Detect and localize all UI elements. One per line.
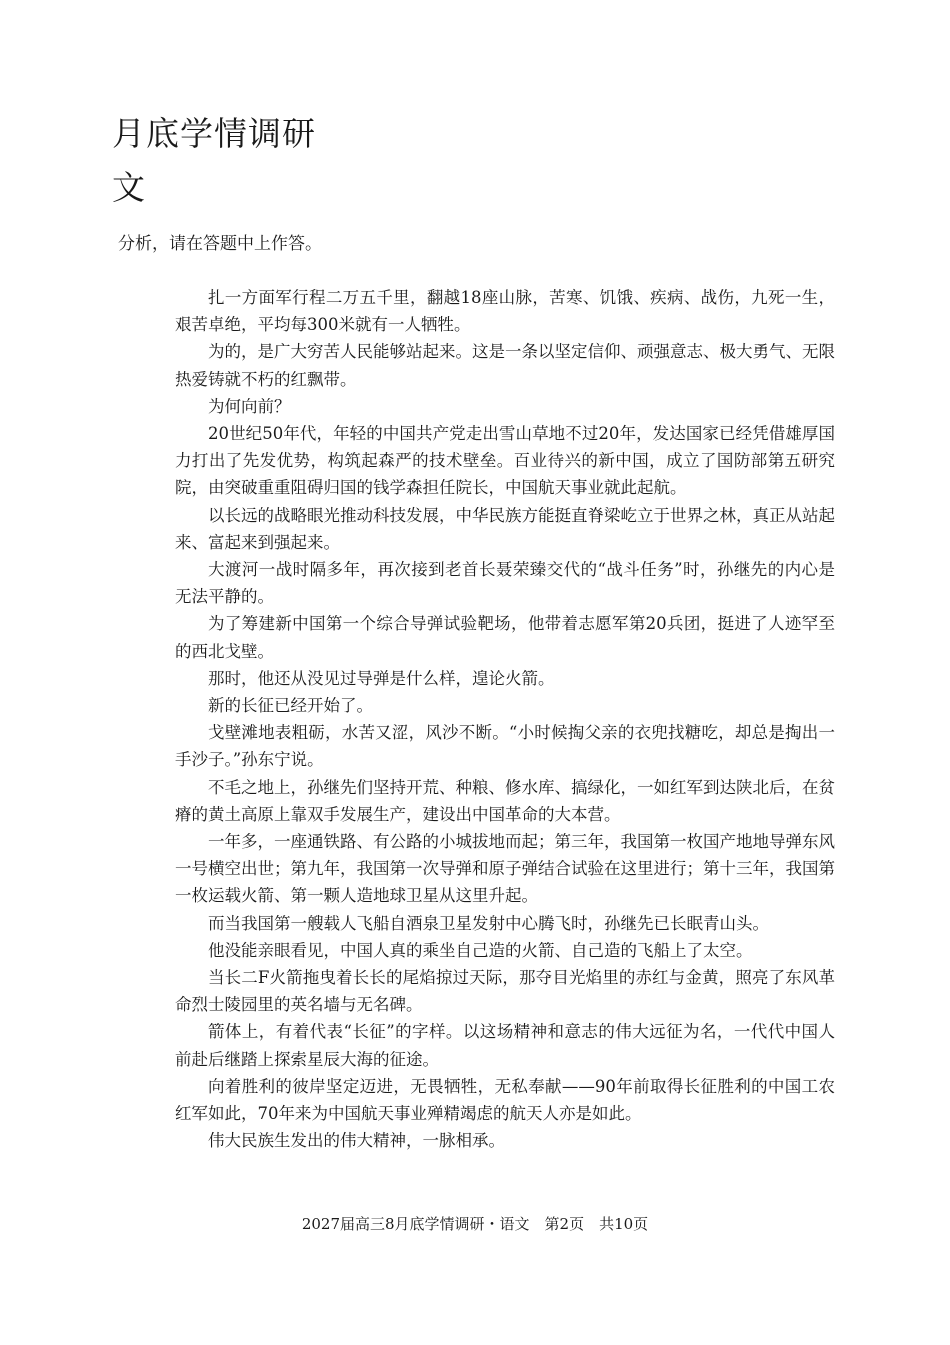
paragraph: 那时，他还从没见过导弹是什么样，遑论火箭。 [208, 668, 555, 688]
page-title: 月底学情调研 [112, 114, 316, 153]
paragraph: 而当我国第一艘载人飞船自酒泉卫星发射中心腾飞时，孙继先已长眠青山头。 [208, 913, 769, 933]
paragraph: 向着胜利的彼岸坚定迈进，无畏牺牲，无私奉献——90年前取得长征胜利的中国工农红军如此，70年来为中国航天事业殚精竭虑的航天人亦是如此。 [175, 1076, 835, 1124]
paragraph: 不毛之地上，孙继先们坚持开荒、种粮、修水库、搞绿化，一如红军到达陕北后，在贫瘠的黄土高原上靠双手发展生产，建设出中国革命的大本营。 [175, 777, 835, 824]
paragraph: 为何向前？ [208, 396, 291, 416]
paragraph: 箭体上，有着代表“长征”的字样。以这场精神和意志的伟大远征为名，一代代中国人前赴后继踏上探索星辰大海的征途。 [175, 1022, 835, 1069]
paragraph: 他没能亲眼看见，中国人真的乘坐自己造的火箭、自己造的飞船上了太空。 [208, 940, 753, 960]
instruction-text: 分析，请在答题中上作答。 [118, 234, 322, 254]
paragraph: 戈壁滩地表粗砺，水苦又涩，风沙不断。“小时候掏父亲的衣兜找糖吃，却总是掏出一手沙子。”孙东宁说。 [175, 723, 835, 770]
paragraph: 为的，是广大穷苦人民能够站起来。这是一条以坚定信仰、顽强意志、极大勇气、无限热爱铸就不朽的红飘带。 [175, 342, 835, 389]
article-body [175, 284, 835, 1155]
paragraph: 大渡河一战时隔多年，再次接到老首长聂荣臻交代的“战斗任务”时，孙继先的内心是无法平静的。 [175, 560, 835, 607]
paragraph: 伟大民族生发出的伟大精神，一脉相承。 [208, 1131, 505, 1151]
paragraph: 为了筹建新中国第一个综合导弹试验靶场，他带着志愿军第20兵团，挺进了人迹罕至的西北戈壁。 [175, 614, 835, 661]
page-subtitle: 文 [112, 168, 146, 207]
page-footer: 2027届高三8月底学情调研・语文 第2页 共10页 [301, 1215, 649, 1233]
paragraph: 扎一方面军行程二万五千里，翻越18座山脉，苦寒、饥饿、疾病、战伤，九死一生，艰苦卓绝，平均每300米就有一人牺牲。 [175, 288, 835, 335]
paragraph: 一年多，一座通铁路、有公路的小城拔地而起；第三年，我国第一枚国产地地导弹东风一号横空出世；第九年，我国第一次导弹和原子弹结合试验在这里进行；第十三年，我国第一枚运载火箭、第一颗人造地球卫星从这里升起。 [175, 832, 835, 906]
paragraph: 当长二F火箭拖曳着长长的尾焰掠过天际，那夺目光焰里的赤红与金黄，照亮了东风革命烈士陵园里的英名墙与无名碑。 [175, 968, 835, 1015]
paragraph: 新的长征已经开始了。 [208, 696, 373, 716]
paragraph: 以长远的战略眼光推动科技发展，中华民族方能挺直脊梁屹立于世界之林，真正从站起来、富起来到强起来。 [175, 505, 835, 552]
paragraph: 20世纪50年代，年轻的中国共产党走出雪山草地不过20年，发达国家已经凭借雄厚国力打出了先发优势，构筑起森严的技术壁垒。百业待兴的新中国，成立了国防部第五研究院，由突破重重阻碍归国的钱学森担任院长，中国航天事业就此起航。 [175, 424, 835, 498]
